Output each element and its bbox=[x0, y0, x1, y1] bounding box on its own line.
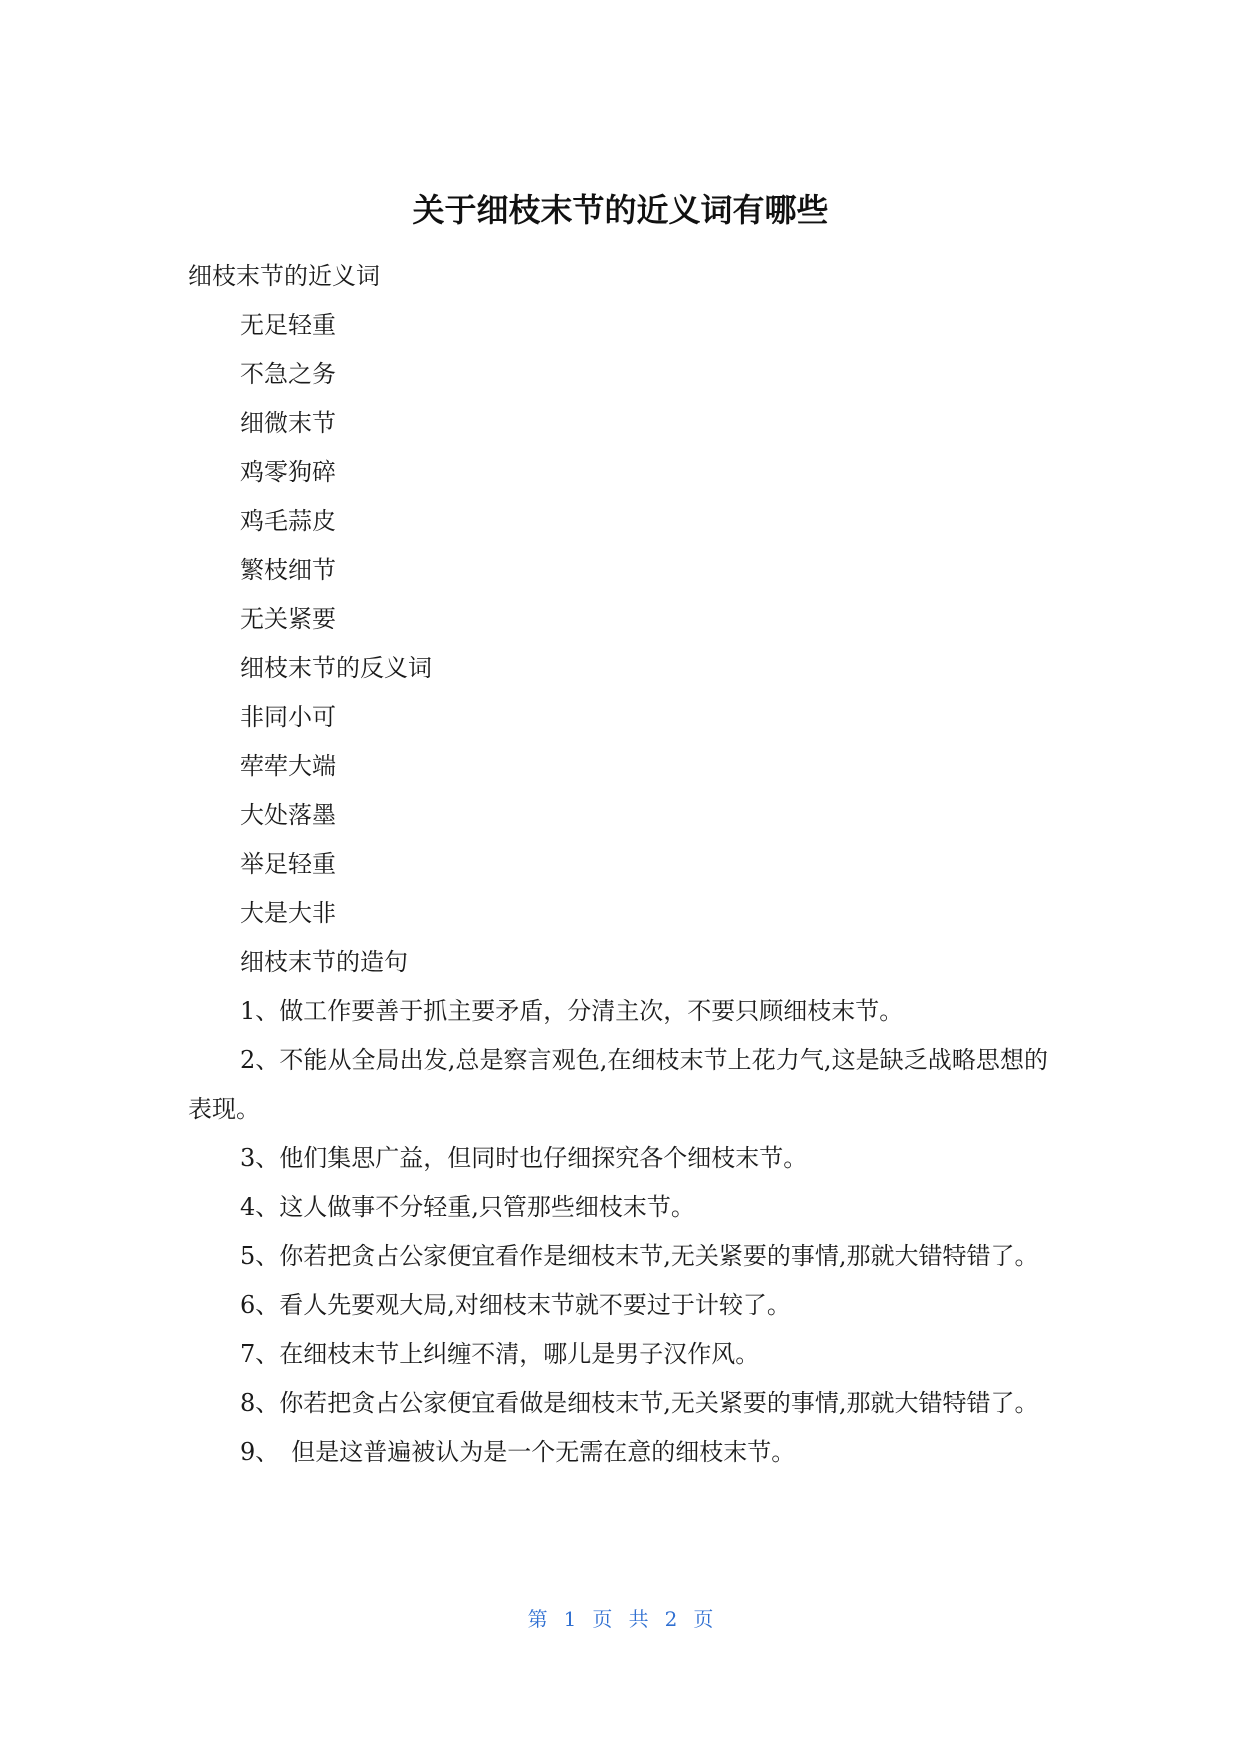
footer-suffix: 页 bbox=[693, 1607, 714, 1631]
example-sentence: 2、不能从全局出发,总是察言观色,在细枝末节上花力气,这是缺乏战略思想的表现。 bbox=[188, 1046, 1048, 1123]
example-sentence: 1、做工作要善于抓主要矛盾，分清主次，不要只顾细枝末节。 bbox=[240, 997, 904, 1025]
synonym-item: 无足轻重 bbox=[240, 311, 336, 339]
example-sentence: 8、你若把贪占公家便宜看做是细枝末节,无关紧要的事情,那就大错特错了。 bbox=[240, 1389, 1039, 1417]
example-sentence: 5、你若把贪占公家便宜看作是细枝末节,无关紧要的事情,那就大错特错了。 bbox=[240, 1242, 1039, 1270]
synonym-item: 鸡零狗碎 bbox=[240, 458, 336, 486]
antonym-item: 荦荦大端 bbox=[240, 752, 336, 780]
document-body bbox=[188, 252, 1048, 1477]
page-footer bbox=[0, 1604, 1241, 1634]
antonym-item: 大处落墨 bbox=[240, 801, 336, 829]
document-title: 关于细枝末节的近义词有哪些 bbox=[412, 191, 829, 229]
example-sentence: 4、这人做事不分轻重,只管那些细枝末节。 bbox=[240, 1193, 695, 1221]
synonym-item: 细微末节 bbox=[240, 409, 336, 437]
current-page-number: 1 bbox=[563, 1607, 577, 1631]
example-sentence: 7、在细枝末节上纠缠不清，哪儿是男子汉作风。 bbox=[240, 1340, 760, 1368]
example-sentence: 3、他们集思广益，但同时也仔细探究各个细枝末节。 bbox=[240, 1144, 808, 1172]
synonym-item: 不急之务 bbox=[240, 360, 336, 388]
footer-prefix: 第 bbox=[527, 1607, 548, 1631]
antonym-item: 非同小可 bbox=[240, 703, 336, 731]
total-page-number: 2 bbox=[664, 1607, 678, 1631]
section-heading-sentences: 细枝末节的造句 bbox=[240, 948, 408, 976]
example-sentence: 9、 但是这普遍被认为是一个无需在意的细枝末节。 bbox=[240, 1438, 796, 1466]
section-heading-synonyms: 细枝末节的近义词 bbox=[188, 262, 380, 290]
footer-middle: 页 共 bbox=[592, 1607, 649, 1631]
synonym-item: 鸡毛蒜皮 bbox=[240, 507, 336, 535]
example-sentence: 6、看人先要观大局,对细枝末节就不要过于计较了。 bbox=[240, 1291, 791, 1319]
section-heading-antonyms: 细枝末节的反义词 bbox=[240, 654, 432, 682]
antonym-item: 大是大非 bbox=[240, 899, 336, 927]
synonym-item: 无关紧要 bbox=[240, 605, 336, 633]
antonym-item: 举足轻重 bbox=[240, 850, 336, 878]
synonym-item: 繁枝细节 bbox=[240, 556, 336, 584]
